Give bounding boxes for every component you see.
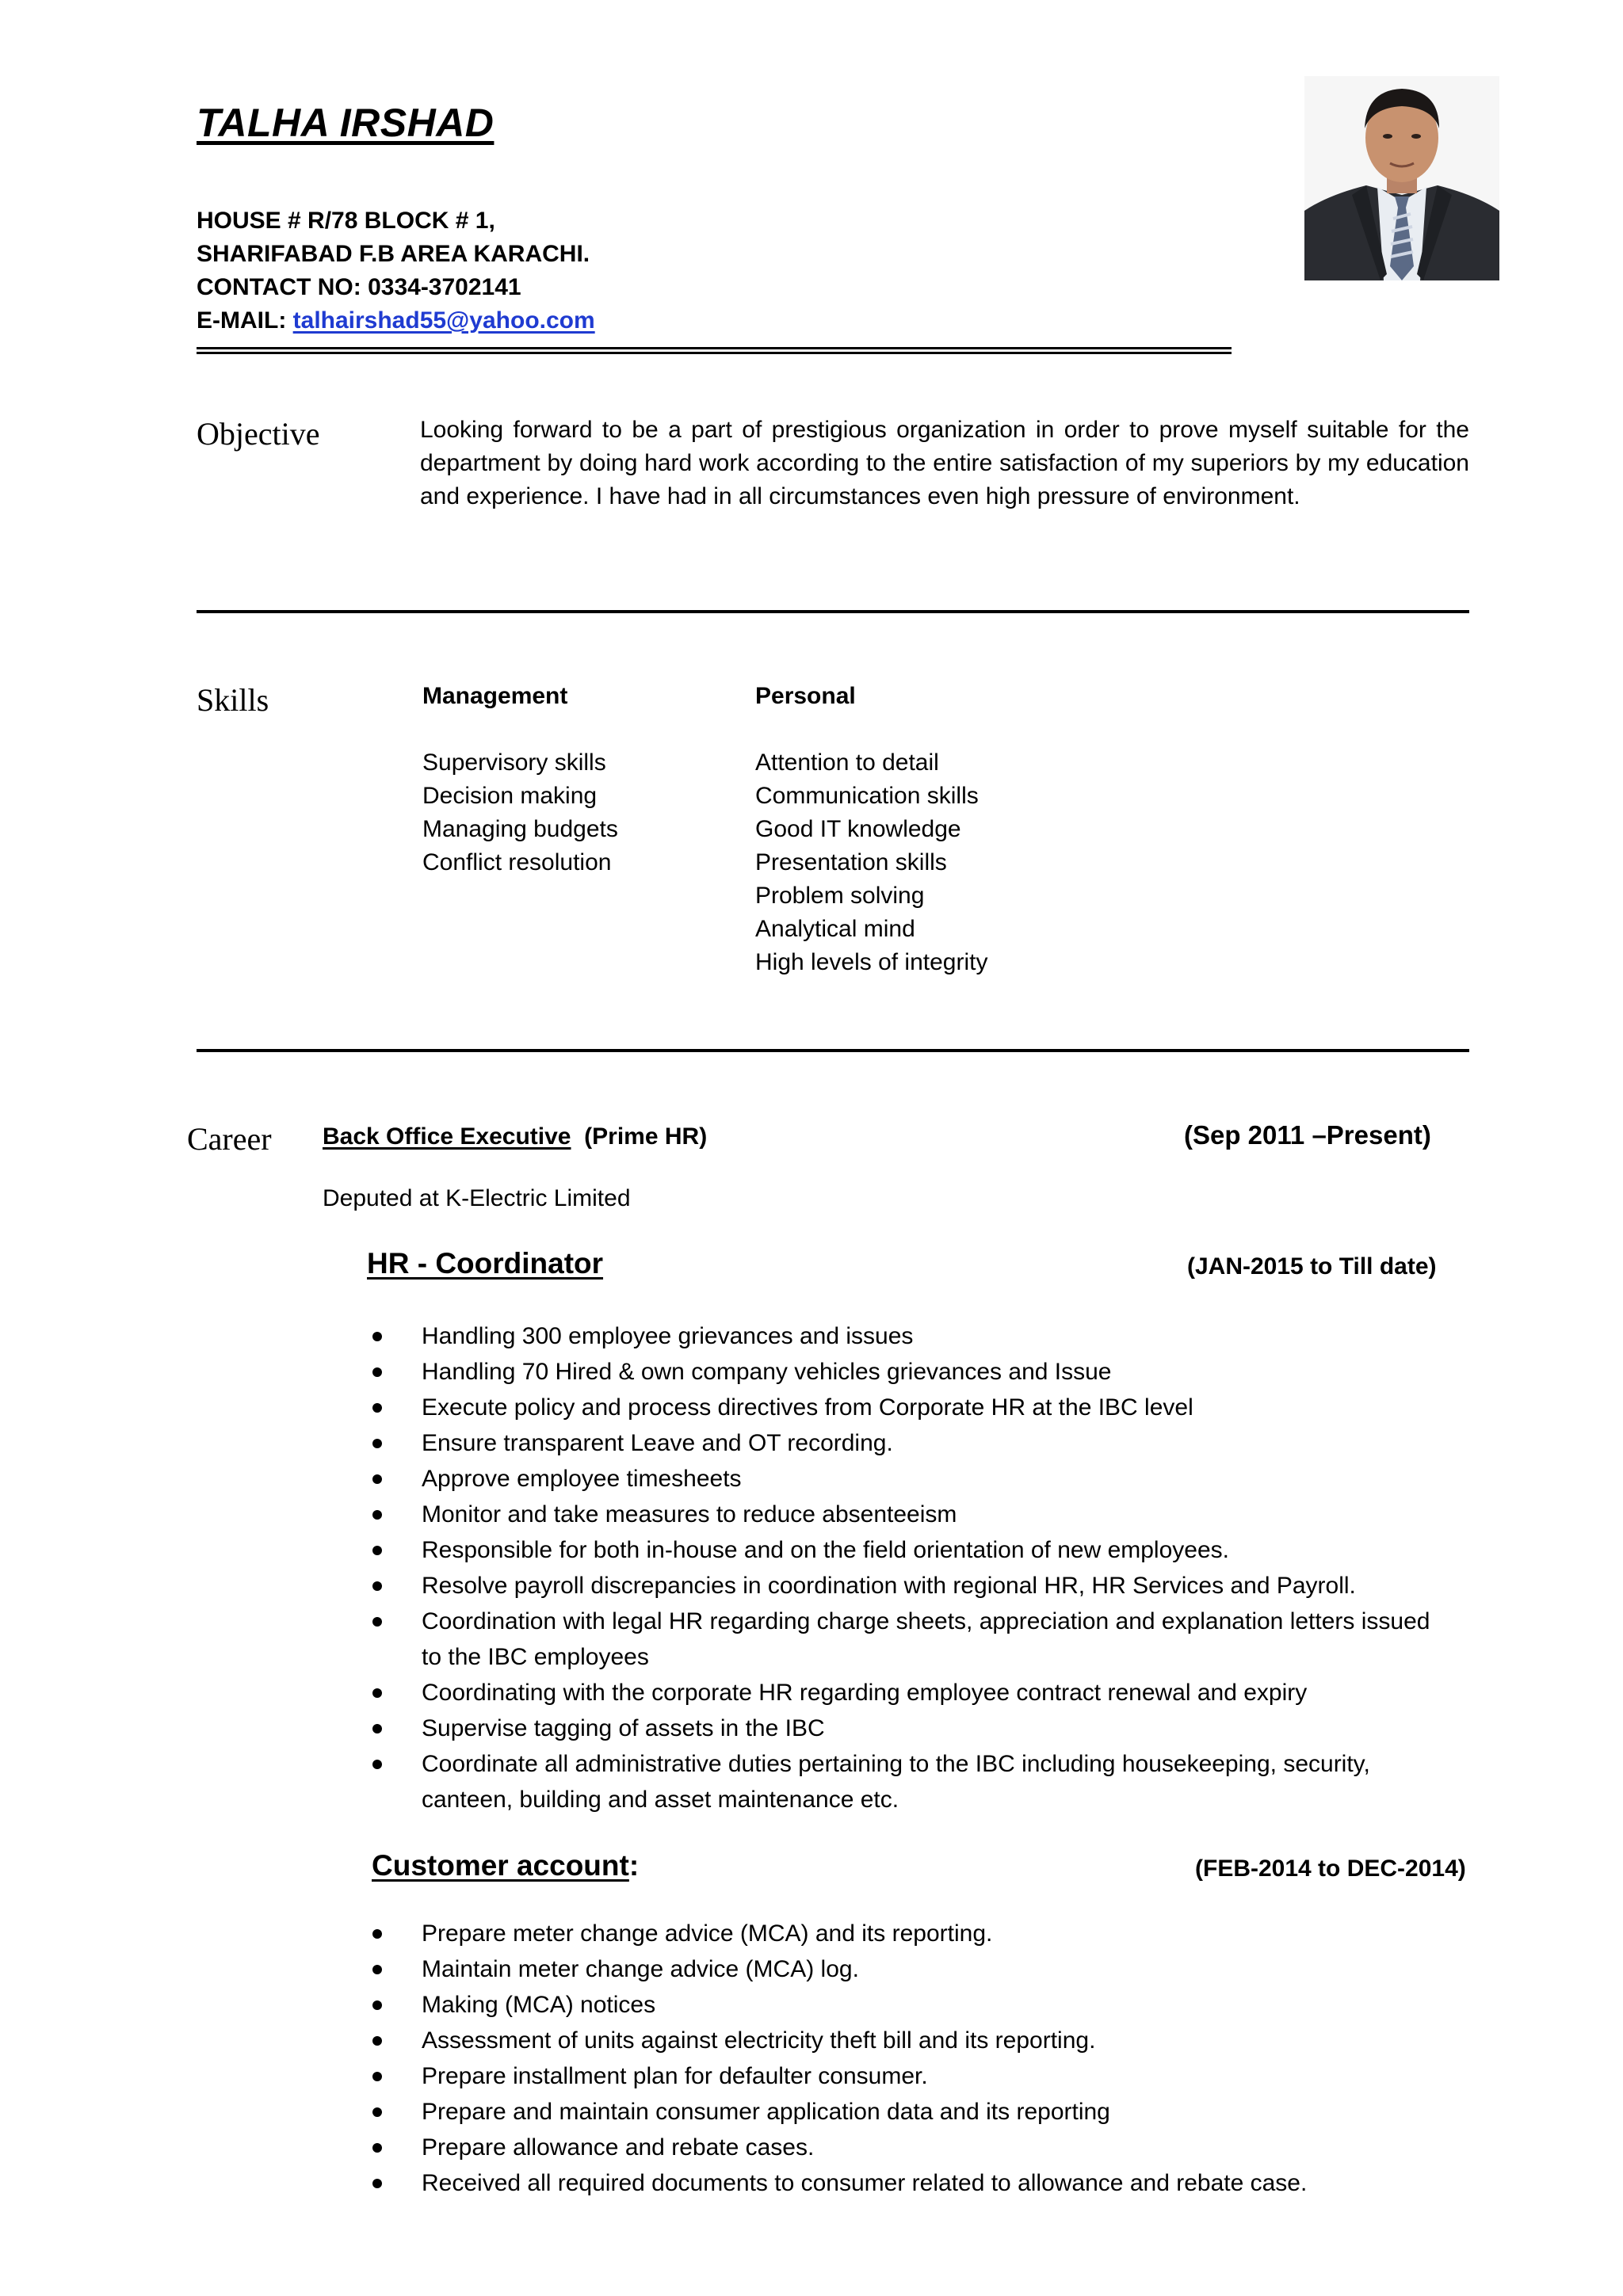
skill-item: Problem solving	[755, 883, 925, 909]
list-item: Handling 70 Hired & own company vehicles grievances and Issue	[372, 1354, 1450, 1390]
section-divider-objective	[197, 610, 1469, 613]
email-label: E-MAIL:	[197, 307, 293, 334]
role-duties-list	[372, 1318, 1450, 1817]
role-title: Customer account	[372, 1849, 629, 1882]
skills-management-column	[422, 680, 618, 879]
list-item: Coordinating with the corporate HR regarding employee contract renewal and expiry	[372, 1675, 1450, 1711]
role-period: (FEB-2014 to DEC-2014)	[1195, 1855, 1466, 1882]
skill-item: High levels of integrity	[755, 949, 988, 975]
list-item: Supervise tagging of assets in the IBC	[372, 1711, 1450, 1746]
list-item: Prepare and maintain consumer application data and its reporting	[372, 2094, 1450, 2130]
skill-item: Presentation skills	[755, 849, 947, 875]
profile-photo	[1304, 76, 1499, 280]
header-divider-top	[197, 347, 1232, 349]
list-item: Maintain meter change advice (MCA) log.	[372, 1951, 1450, 1987]
skills-management-heading: Management	[422, 683, 568, 709]
contact-block	[197, 204, 595, 338]
skill-item: Managing budgets	[422, 816, 618, 842]
career-heading: Career	[187, 1121, 272, 1157]
job-title-row	[323, 1123, 707, 1150]
role-title: HR - Coordinator	[367, 1247, 604, 1280]
section-divider-skills	[197, 1049, 1469, 1052]
list-item: Prepare allowance and rebate cases.	[372, 2130, 1450, 2165]
list-item: Ensure transparent Leave and OT recording.	[372, 1425, 1450, 1461]
list-item: Resolve payroll discrepancies in coordination with regional HR, HR Services and Payroll.	[372, 1568, 1450, 1604]
list-item: Coordination with legal HR regarding charge sheets, appreciation and explanation letters issued to the IBC employees	[372, 1604, 1450, 1675]
candidate-name: TALHA IRSHAD	[197, 101, 495, 145]
job-title: Back Office Executive	[323, 1123, 571, 1150]
email-link[interactable]: talhairshad55@yahoo.com	[292, 307, 595, 334]
objective-heading: Objective	[197, 416, 320, 452]
list-item: Assessment of units against electricity theft bill and its reporting.	[372, 2023, 1450, 2058]
job-period: (Sep 2011 –Present)	[1184, 1120, 1431, 1150]
skills-personal-column	[755, 680, 987, 979]
list-item: Monitor and take measures to reduce absenteeism	[372, 1497, 1450, 1532]
list-item: Received all required documents to consumer related to allowance and rebate case.	[372, 2165, 1450, 2201]
deputed-text: Deputed at K-Electric Limited	[323, 1185, 631, 1211]
role-title-suffix: :	[628, 1849, 640, 1882]
list-item: Making (MCA) notices	[372, 1987, 1450, 2023]
skill-item: Supervisory skills	[422, 749, 606, 776]
skill-item: Communication skills	[755, 783, 979, 809]
skill-item: Attention to detail	[755, 749, 939, 776]
list-item: Responsible for both in-house and on the field orientation of new employees.	[372, 1532, 1450, 1568]
objective-text: Looking forward to be a part of prestigious organization in order to prove myself suitable for the department by doing hard work according to the entire satisfaction of my superiors by my education and experience. I have had in all circumstances even high pressure of environment.	[420, 417, 1469, 509]
person-portrait-image	[1304, 76, 1499, 280]
skill-item: Good IT knowledge	[755, 816, 961, 842]
list-item: Execute policy and process directives from Corporate HR at the IBC level	[372, 1390, 1450, 1425]
contact-number: CONTACT NO: 0334-3702141	[197, 274, 521, 300]
role-title-row	[372, 1849, 639, 1882]
list-item: Prepare installment plan for defaulter consumer.	[372, 2058, 1450, 2094]
address-line-1: HOUSE # R/78 BLOCK # 1,	[197, 208, 495, 234]
list-item: Prepare meter change advice (MCA) and its reporting.	[372, 1916, 1450, 1951]
list-item: Coordinate all administrative duties pertaining to the IBC including housekeeping, security, canteen, building and asset maintenance etc.	[372, 1746, 1450, 1817]
skills-heading: Skills	[197, 682, 269, 718]
role-duties-list	[372, 1916, 1450, 2201]
role-title-row	[367, 1247, 603, 1280]
skills-personal-heading: Personal	[755, 683, 856, 709]
list-item: Approve employee timesheets	[372, 1461, 1450, 1497]
skill-item: Conflict resolution	[422, 849, 612, 875]
job-company: (Prime HR)	[584, 1123, 708, 1150]
list-item: Handling 300 employee grievances and issues	[372, 1318, 1450, 1354]
address-line-2: SHARIFABAD F.B AREA KARACHI.	[197, 241, 590, 267]
skill-item: Analytical mind	[755, 916, 915, 942]
email-row	[197, 304, 595, 338]
role-period: (JAN-2015 to Till date)	[1187, 1253, 1437, 1280]
header-divider-bottom	[197, 352, 1232, 354]
skill-item: Decision making	[422, 783, 598, 809]
